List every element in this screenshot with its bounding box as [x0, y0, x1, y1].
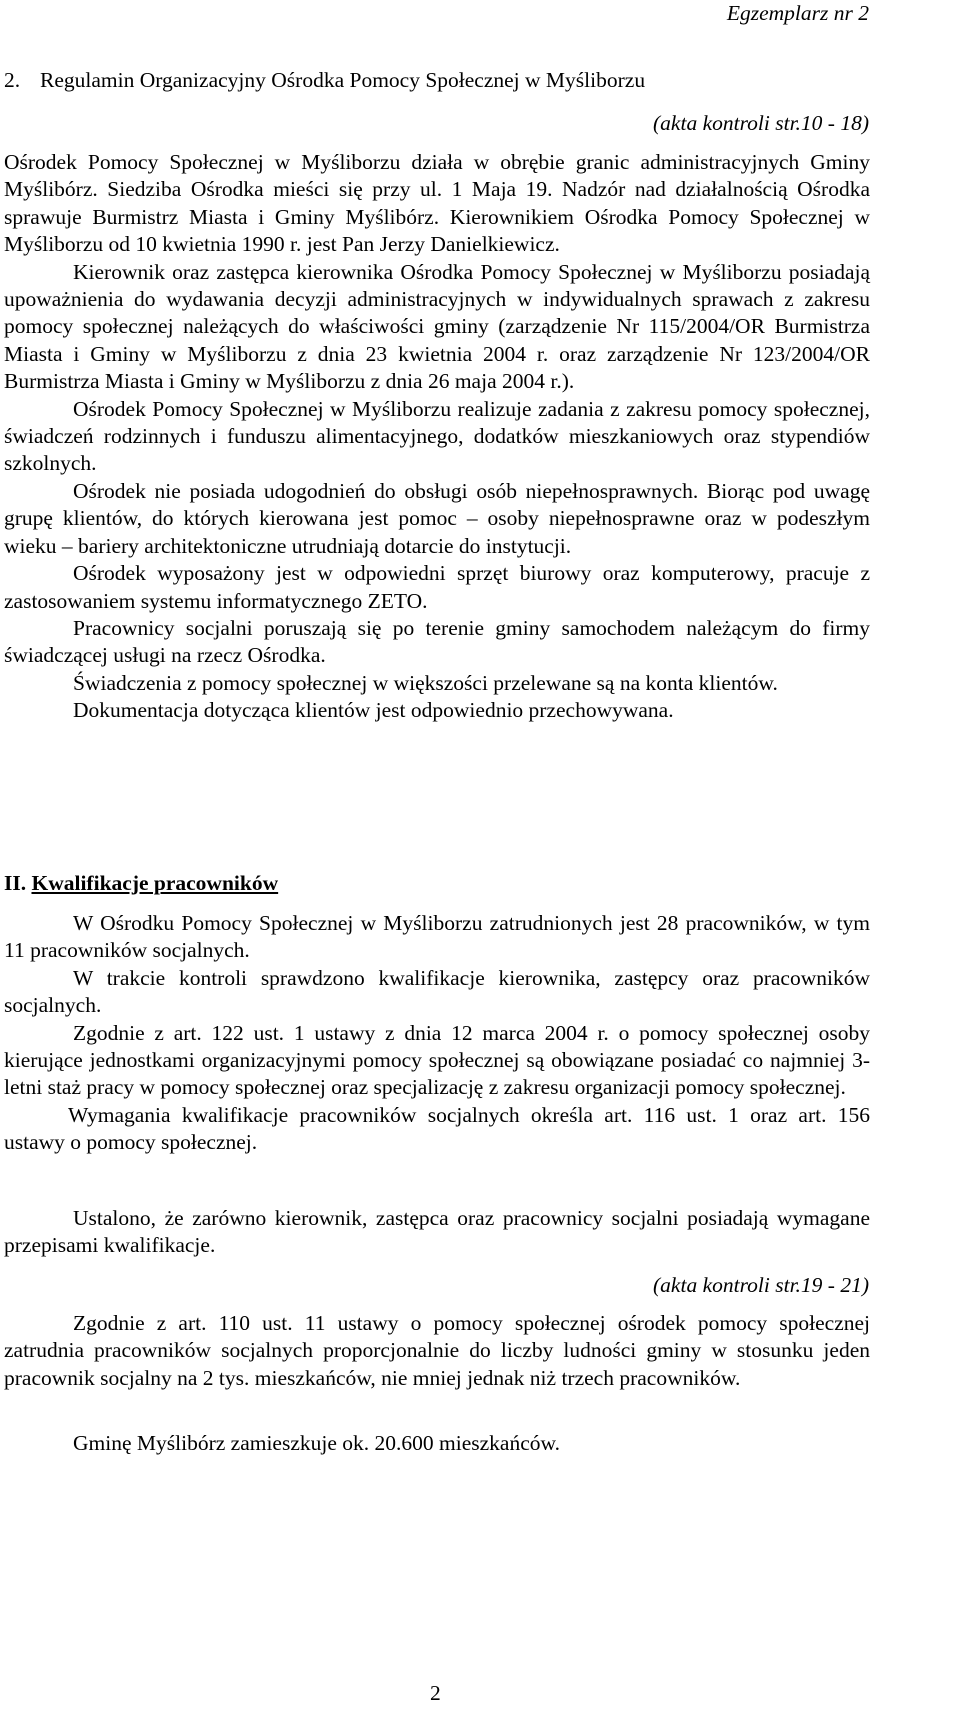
- section-2-title: Regulamin Organizacyjny Ośrodka Pomocy Społecznej w Myśliborzu: [40, 68, 646, 92]
- paragraph: Dokumentacja dotycząca klientów jest odpowiednio przechowywana.: [73, 698, 674, 723]
- paragraph: W trakcie kontroli sprawdzono kwalifikacje kierownika, zastępcy oraz pracowników socjalnych.: [4, 965, 870, 1018]
- section-2-heading: [4, 67, 645, 93]
- paragraph-block-a: [4, 149, 870, 725]
- paragraph: Ośrodek Pomocy Społecznej w Myśliborzu realizuje zadania z zakresu pomocy społecznej, świadczeń rodzinnych i funduszu alimentacyjnego, dodatków mieszkaniowych oraz stypendiów szkolnych.: [4, 396, 870, 476]
- page-number: 2: [430, 1681, 441, 1705]
- paragraph: Ustalono, że zarówno kierownik, zastępca oraz pracownicy socjalni posiadają wymagane przepisami kwalifikacje.: [4, 1206, 870, 1258]
- akta-reference-1: (akta kontroli str.10 - 18): [653, 111, 869, 135]
- paragraph: Gminę Myślibórz zamieszkuje ok. 20.600 mieszkańców.: [73, 1431, 561, 1455]
- paragraph: Ośrodek nie posiada udogodnień do obsługi osób niepełnosprawnych. Biorąc pod uwagę grupę klientów, do których kierowana jest pomoc – osoby niepełnosprawne oraz w podeszłym wieku – bariery architektoniczne utrudniają dotarcie do instytucji.: [4, 478, 870, 558]
- paragraph: Kierownik oraz zastępca kierownika Ośrodka Pomocy Społecznej w Myśliborzu posiadają upoważnienia do wydawania decyzji administracyjnych w indywidualnych sprawach z zakresu pomocy społecznej należących do właściwości gminy (zarządzenie Nr 115/2004/OR Burmistrza Miasta i Gminy w Myśliborzu z dnia 23 kwietnia 2004 r. oraz zarządzenie Nr 123/2004/OR Burmistrza Miasta i Gminy w Myśliborzu z dnia 26 maja 2004 r.).: [4, 259, 870, 394]
- paragraph-block-b: [4, 910, 870, 1157]
- paragraph: Zgodnie z art. 122 ust. 1 ustawy z dnia 12 marca 2004 r. o pomocy społecznej osoby kierujące jednostkami organizacyjnymi pomocy społecznej są obowiązane posiadać co najmniej 3-letni staż pracy w pomocy społecznej oraz specjalizację z zakresu organizacji pomocy społecznej.: [4, 1020, 870, 1100]
- paragraph-block-e: [4, 1430, 870, 1457]
- paragraph-block-d: [4, 1310, 870, 1392]
- paragraph: Ośrodek Pomocy Społecznej w Myśliborzu działa w obrębie granic administracyjnych Gminy Myślibórz. Siedziba Ośrodka mieści się przy ul. 1 Maja 19. Nadzór nad działalnością Ośrodka sprawuje Burmistrz Miasta i Gminy Myślibórz. Kierownikiem Ośrodka Pomocy Społecznej w Myśliborzu od 10 kwietnia 1990 r. jest Pan Jerzy Danielkiewicz.: [4, 150, 870, 257]
- paragraph: Pracownicy socjalni poruszają się po terenie gminy samochodem należącym do firmy świadczącej usługi na rzecz Ośrodka.: [4, 615, 870, 668]
- paragraph: Wymagania kwalifikacje pracowników socjalnych określa art. 116 ust. 1 oraz art. 156 ustawy o pomocy społecznej.: [4, 1102, 870, 1155]
- paragraph: Ośrodek wyposażony jest w odpowiedni sprzęt biurowy oraz komputerowy, pracuje z zastosowaniem systemu informatycznego ZETO.: [4, 561, 870, 613]
- akta-reference-2: (akta kontroli str.19 - 21): [653, 1273, 869, 1297]
- paragraph: Świadczenia z pomocy społecznej w większości przelewane są na konta klientów.: [73, 670, 778, 695]
- section-2-number: 2.: [4, 68, 21, 92]
- section-ii-title: Kwalifikacje pracowników: [31, 871, 279, 895]
- section-ii-number: II.: [4, 871, 27, 895]
- paragraph: W Ośrodku Pomocy Społecznej w Myśliborzu zatrudnionych jest 28 pracowników, w tym 11 pracowników socjalnych.: [4, 911, 870, 963]
- paragraph-block-c: [4, 1205, 870, 1260]
- paragraph: Zgodnie z art. 110 ust. 11 ustawy o pomocy społecznej ośrodek pomocy społecznej zatrudnia pracowników socjalnych proporcjonalnie do liczby ludności gminy w stosunku jeden pracownik socjalny na 2 tys. mieszkańców, nie mniej jednak niż trzech pracowników.: [4, 1311, 870, 1390]
- copy-label: Egzemplarz nr 2: [726, 1, 869, 25]
- section-ii-heading: [4, 870, 278, 896]
